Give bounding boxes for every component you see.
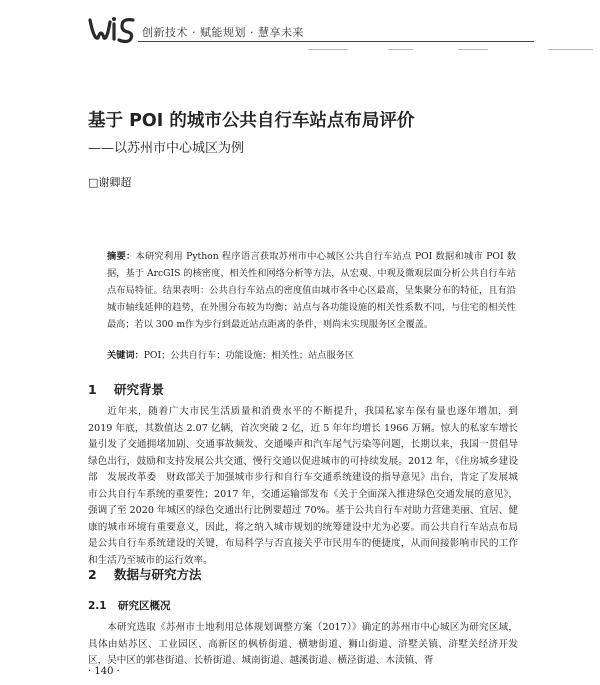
section-1-paragraph: 近年来，随着广大市民生活质量和消费水平的不断提升，我国私家车保有量也逐年增加，到 2019 年底，其数值达 2.07 亿辆，首次突破 2 亿，近 5 年年均增长 1966 万辆。惊人的私家车增长量引发了交通拥堵加剧、交通事故频发、交通噪声和汽车尾气污染等问题，长期以来，我国一贯倡导绿色出行，鼓励和支持发展公共交通、慢行交通以促进城市的可持续发展。2012 年，《住房城乡建设部 发展改革委 财政部关于加强城市步行和自行车交通系统建设的指导意见》出台，肯定了发展城市公共自行车系统的重要性；2017 年，交通运输部发布《关于全面深入推进绿色交通发展的意见》，强调了至 2020 年城区的绿色交通出行比例要超过 70%。基于公共自行车对助力营建美丽、宜居、健康的城市环境有重要意义，因此，将之纳入城市规划的统筹建设中尤为必要。而公共自行车站点布局是公共自行车系统建设的关键，布局科学与否直接关乎市民用车的便捷度，从而间接影响市民的工作和生活乃至城市的运行效率。	[88, 406, 518, 566]
article-title: 基于 POI 的城市公共自行车站点布局评价	[88, 111, 415, 131]
section-number: 1	[88, 382, 97, 397]
keywords-text: POI；公共自行车；功能设施；相关性；站点服务区	[143, 350, 355, 361]
page-number: · 140 ·	[88, 666, 120, 677]
header-slogan: 创新技术 · 赋能规划 · 慧享未来	[142, 26, 304, 39]
section-title: 数据与研究方法	[114, 567, 202, 582]
subsection-title: 研究区概况	[118, 600, 171, 612]
subsection-number: 2.1	[88, 600, 107, 612]
section-heading-1	[88, 380, 164, 398]
section-number: 2	[88, 567, 97, 582]
article-subtitle: ——以苏州市中心城区为例	[88, 141, 245, 156]
keywords-block	[107, 347, 516, 364]
subsection-heading-2-1	[88, 598, 171, 613]
section-heading-2	[88, 565, 202, 583]
article-author: □谢卿超	[88, 176, 132, 189]
keywords-label: 关键词：	[107, 350, 144, 361]
page-header	[88, 14, 534, 44]
section-title: 研究背景	[114, 382, 165, 397]
header-rule	[138, 41, 534, 42]
abstract-label: 摘要：	[107, 251, 136, 262]
abstract-text: 本研究利用 Python 程序语言获取苏州市中心城区公共自行车站点 POI 数据和城市 POI 数据，基于 ArcGIS 的核密度、相关性和网络分析等方法，从宏观、中观及微观层面分析公共自行车站点布局特征。结果表明：公共自行车站点的密度值由城市各中心区最高，呈集聚分布的特征，且有沿城市轴线延伸的趋势，在外围分布较为均衡；站点与各功能设施的相关性系数不同，与住宅的相关性最高；若以 300 m作为步行到最近站点距离的条件，则尚未实现服务区全覆盖。	[107, 251, 516, 330]
journal-logo	[88, 14, 136, 44]
scan-noise-marks	[308, 47, 600, 53]
abstract-block	[107, 248, 516, 333]
section-2-1-paragraph: 本研究选取《苏州市土地利用总体规划调整方案（2017）》确定的苏州市中心城区为研究区域，具体由姑苏区、工业园区、高新区的枫桥街道、横塘街道、狮山街道、浒墅关镇、浒墅关经济开发区，吴中区的郭巷街道、长桥街道、城南街道、越溪街道、横泾街道、木渎镇、胥	[88, 622, 518, 666]
